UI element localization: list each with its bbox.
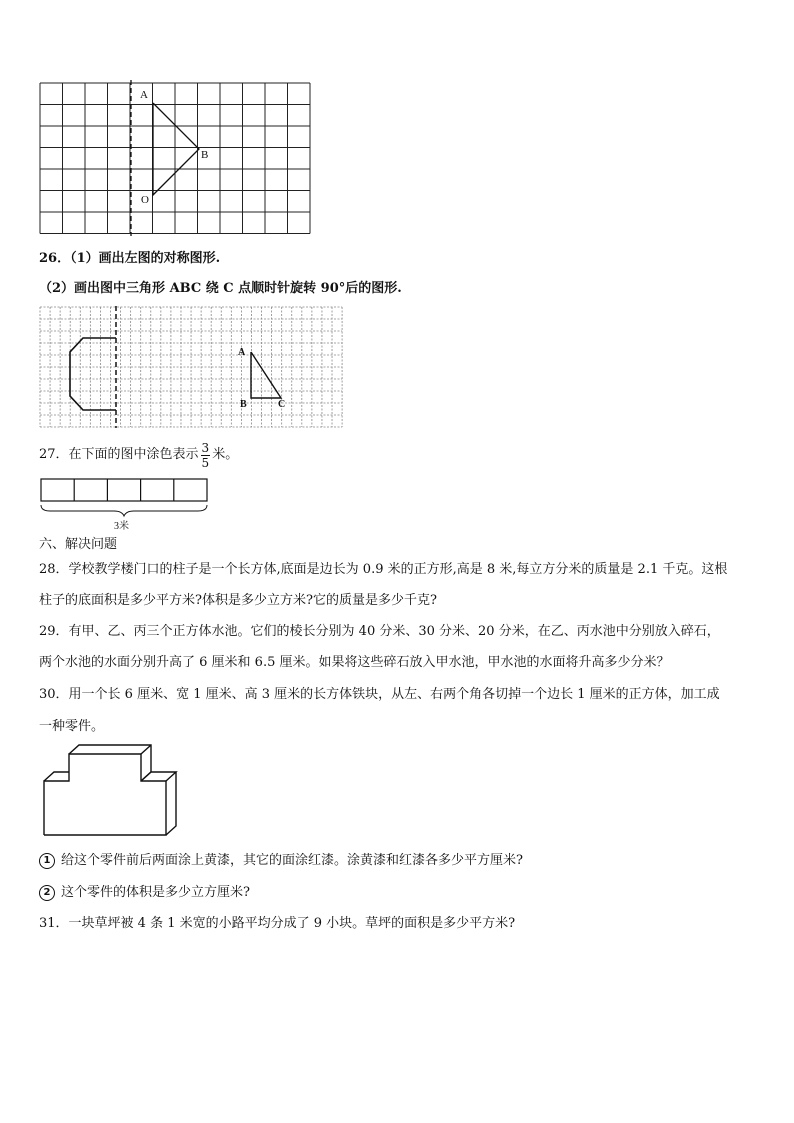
fraction-bar <box>41 479 207 501</box>
point-a-label: A <box>140 89 148 101</box>
grid-1 <box>40 83 310 234</box>
q28-line1: 28．学校教学楼门口的柱子是一个长方体,底面是边长为 0.9 米的正方形,高是 8 米,每立方分米的质量是 2.1 千克。这根 <box>39 562 728 577</box>
fraction-denominator: 5 <box>201 455 210 470</box>
q27-text <box>39 440 238 471</box>
point-b-label: B <box>201 149 209 161</box>
triangle-abc <box>251 352 281 398</box>
q26-line1: 26．（1）画出左图的对称图形. <box>39 251 221 266</box>
part-drawing <box>44 745 176 835</box>
q30-sub1-text: 给这个零件前后两面涂上黄漆，其它的面涂红漆。涂黄漆和红漆各多少平方厘米? <box>61 853 523 868</box>
q27-suffix: 米。 <box>212 447 239 462</box>
fraction <box>201 441 211 470</box>
section-6-heading: 六、解决问题 <box>39 537 118 552</box>
point-b-label-2: B <box>240 399 247 410</box>
half-octagon <box>70 338 116 410</box>
q30-sub2 <box>39 884 250 902</box>
circled-number-2: 2 <box>39 885 55 901</box>
q30-sub2-text: 这个零件的体积是多少立方厘米? <box>61 885 250 900</box>
q30-line1: 30．用一个长 6 厘米、宽 1 厘米、高 3 厘米的长方体铁块，从左、右两个角各切掉一个边长 1 厘米的正方体，加工成 <box>39 687 720 702</box>
point-a-label-2: A <box>238 347 246 358</box>
q30-line2: 一种零件。 <box>39 719 105 734</box>
circled-number-1: 1 <box>39 853 55 869</box>
q26-line2: （2）画出图中三角形 ABC 绕 C 点顺时针旋转 90°后的图形. <box>39 281 402 296</box>
brace <box>41 505 207 516</box>
brace-label: 3米 <box>114 521 129 532</box>
q29-line1: 29．有甲、乙、丙三个正方体水池。它们的棱长分别为 40 分米、30 分米、20 分米，在乙、丙水池中分别放入碎石， <box>39 624 720 639</box>
fraction-numerator: 3 <box>201 440 210 455</box>
q31-text: 31．一块草坪被 4 条 1 米宽的小路平均分成了 9 小块。草坪的面积是多少平方米? <box>39 916 516 931</box>
q30-sub1 <box>39 852 523 870</box>
q29-line2: 两个水池的水面分别升高了 6 厘米和 6.5 厘米。如果将这些碎石放入甲水池，甲水池的水面将升高多少分米？ <box>39 655 670 670</box>
triangle-aob <box>153 103 199 195</box>
grid-2 <box>40 307 342 427</box>
q28-line2: 柱子的底面积是多少平方米?体积是多少立方米?它的质量是多少千克? <box>39 593 437 608</box>
point-c-label-2: C <box>278 399 286 410</box>
point-o-label: O <box>141 194 149 206</box>
q27-prefix: 27．在下面的图中涂色表示 <box>39 447 199 462</box>
